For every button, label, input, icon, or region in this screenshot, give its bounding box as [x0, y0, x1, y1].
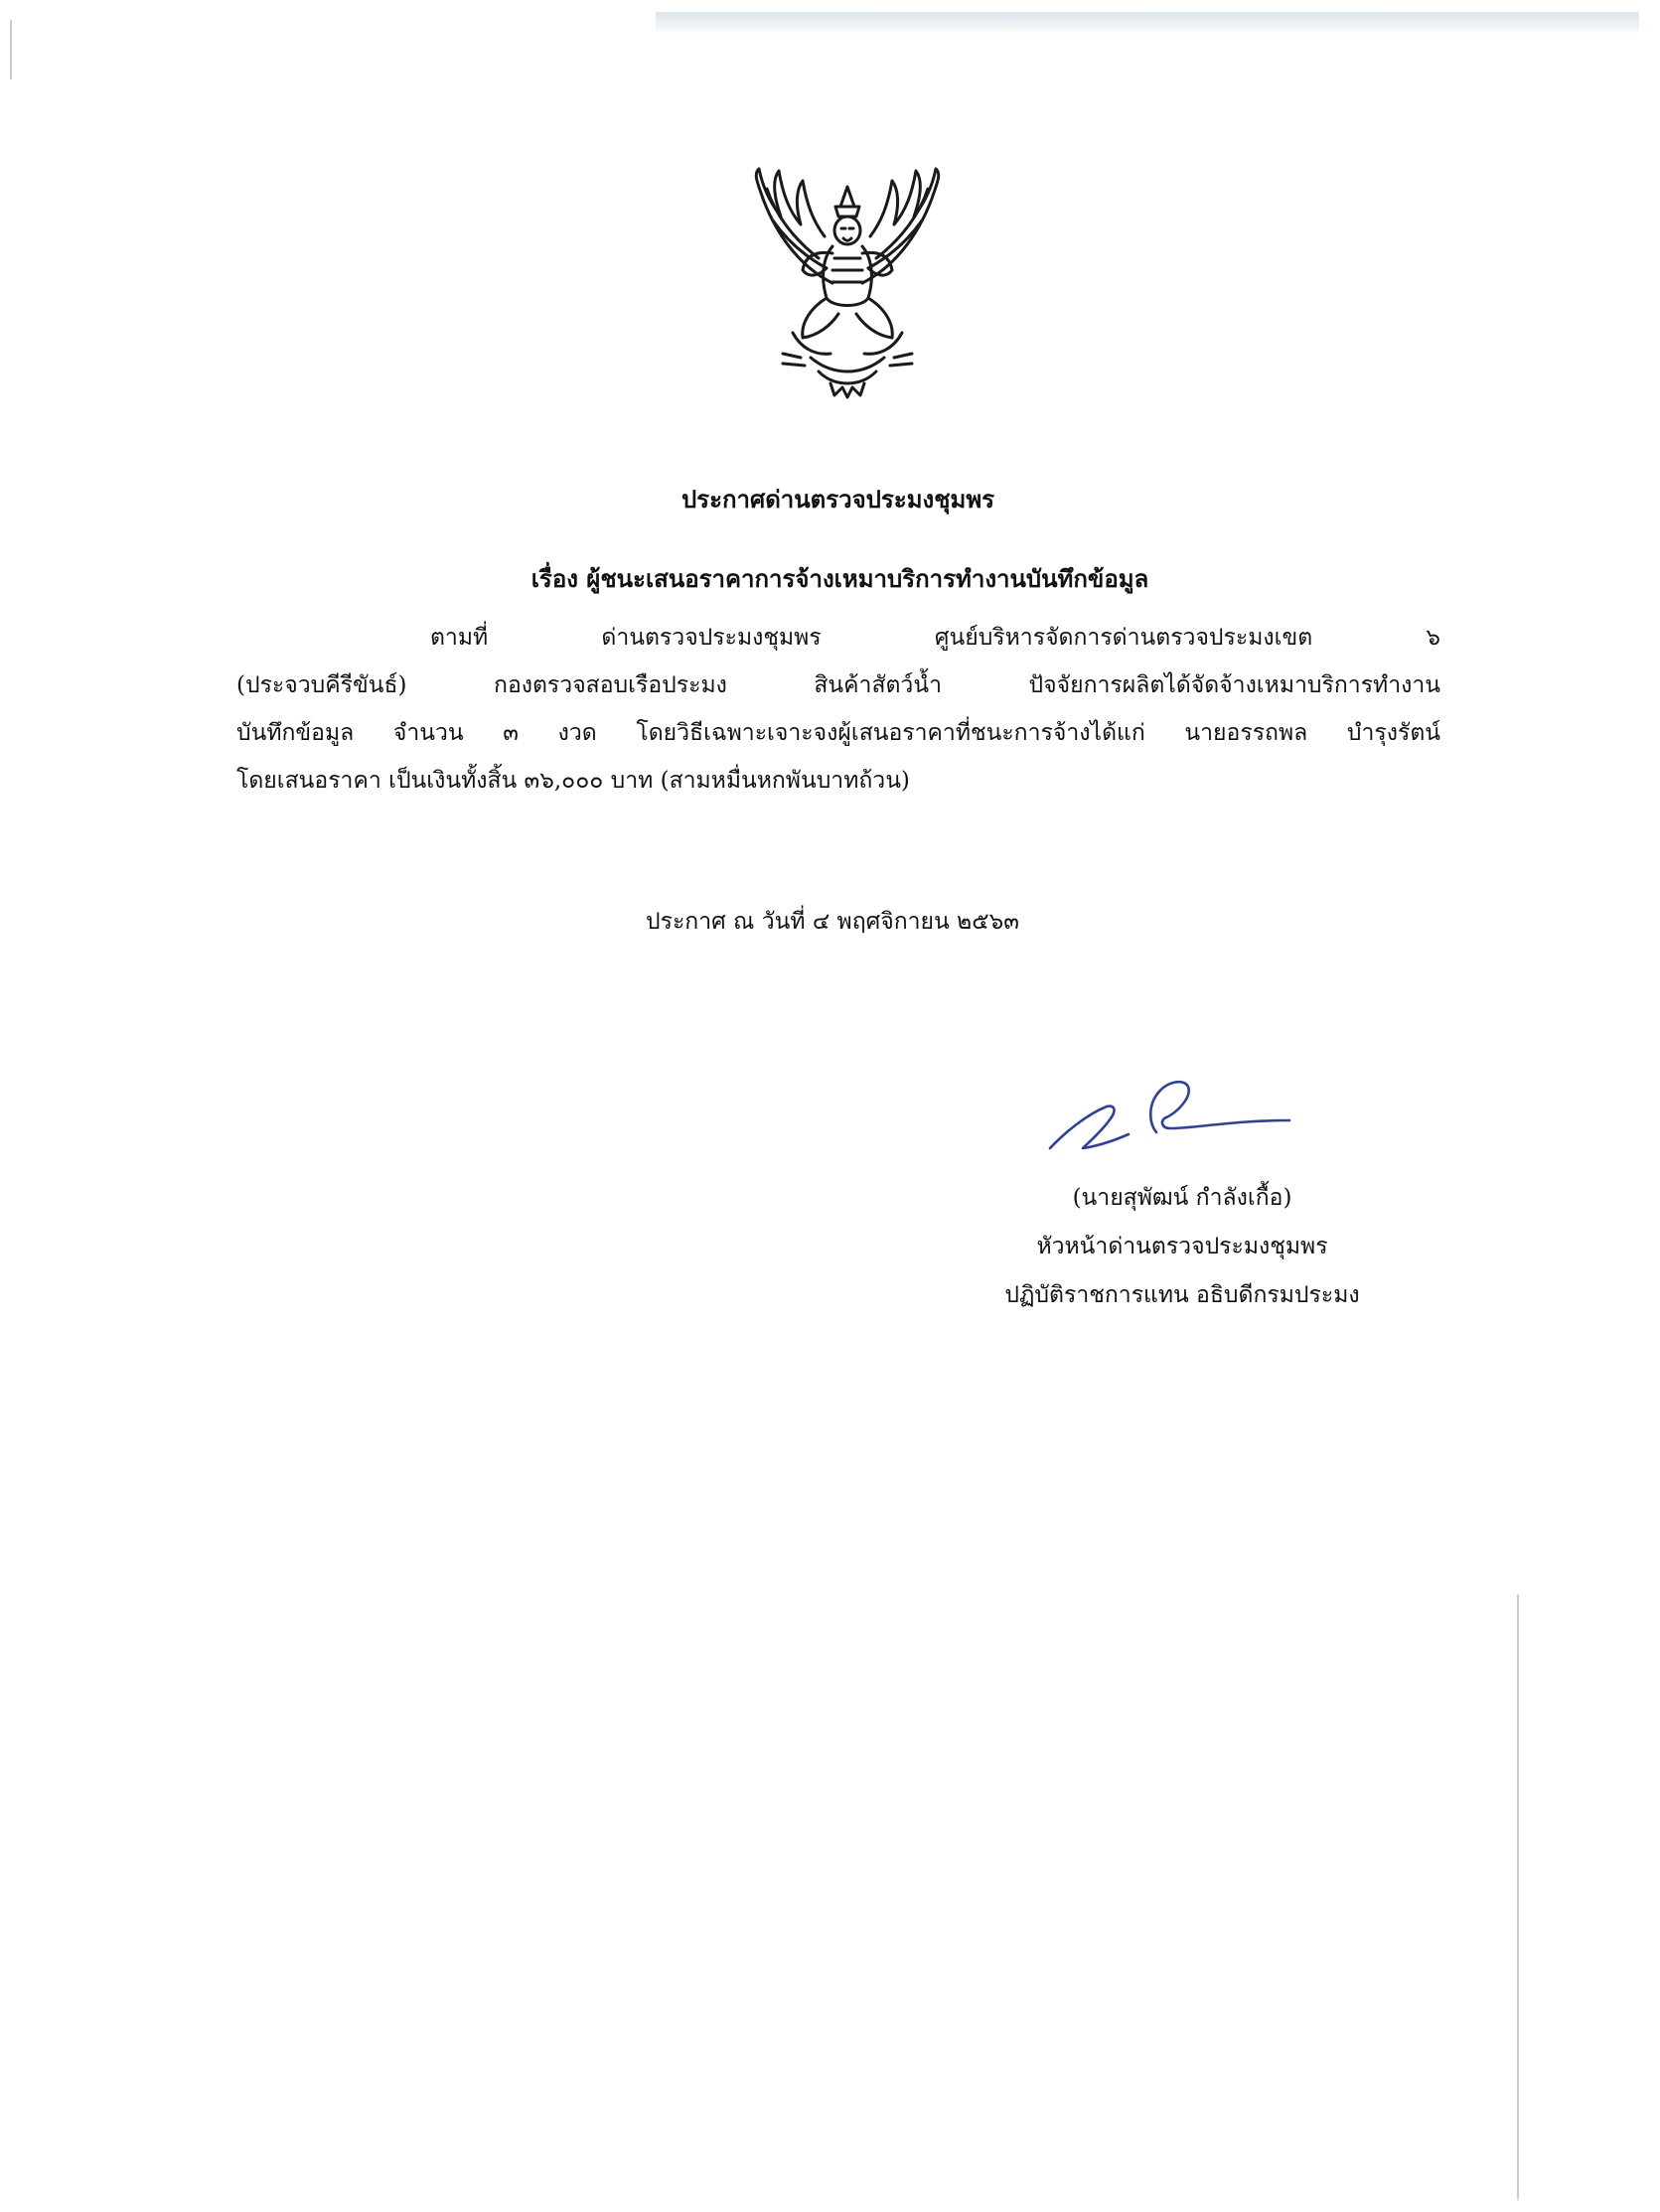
announce-date: ประกาศ ณ วันที่ ๔ พฤศจิกายน ๒๕๖๓: [646, 909, 1019, 935]
scan-edge-top: [656, 12, 1639, 34]
scan-edge-left: [10, 20, 12, 79]
scan-edge-right: [1517, 1594, 1519, 2200]
document-title: ประกาศด่านตรวจประมงชุมพร: [680, 485, 995, 514]
signer-name: (นายสุพัฒน์ กำลังเกื้อ): [1072, 1185, 1292, 1211]
document-subject: เรื่อง ผู้ชนะเสนอราคาการจ้างเหมาบริการทำงานบันทึกข้อมูล: [530, 564, 1149, 593]
document-body: [236, 614, 1440, 805]
garuda-emblem: [723, 159, 972, 407]
body-line: ตามที่ ด่านตรวจประมงชุมพร ศูนย์บริหารจัดการด่านตรวจประมงเขต ๖: [430, 625, 1440, 651]
body-line: โดยเสนอราคา เป็นเงินทั้งสิ้น ๓๖,๐๐๐ บาท (สามหมื่นหกพันบาทถ้วน): [236, 768, 910, 794]
body-line: (ประจวบคีรีขันธ์) กองตรวจสอบเรือประมง สินค้าสัตว์น้ำ ปัจจัยการผลิตได้จัดจ้างเหมาบริการทำงาน: [236, 672, 1440, 698]
body-line: บันทึกข้อมูล จำนวน ๓ งวด โดยวิธีเฉพาะเจาะจงผู้เสนอราคาที่ชนะการจ้างได้แก่ นายอรรถพล บำรุงรัตน์: [236, 720, 1440, 746]
signer-acting-position: ปฏิบัติราชการแทน อธิบดีกรมประมง: [1004, 1282, 1360, 1308]
handwritten-signature: [1045, 1071, 1293, 1160]
signer-position: หัวหน้าด่านตรวจประมงชุมพร: [1036, 1234, 1328, 1259]
